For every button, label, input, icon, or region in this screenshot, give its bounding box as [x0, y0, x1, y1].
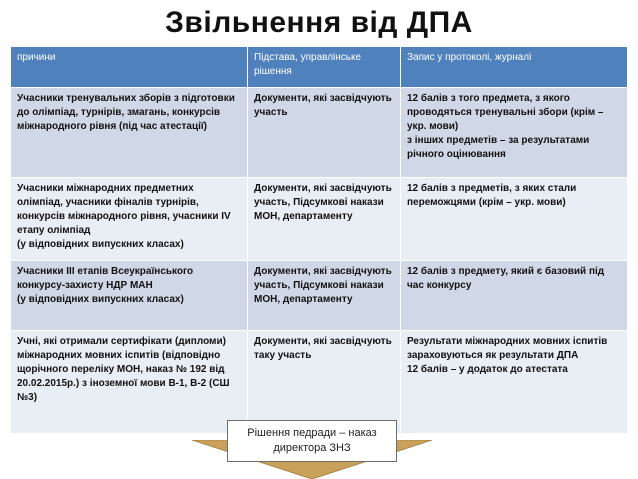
page-title: Звільнення від ДПА — [165, 6, 473, 39]
cell-basis: Документи, які засвідчують участь — [248, 88, 401, 178]
table-row — [11, 261, 628, 331]
header-basis: Підстава, управлінське рішення — [248, 47, 401, 88]
decision-callout: Рішення педради – наказ директора ЗНЗ — [227, 420, 397, 462]
cell-reason: Учасники тренувальних зборів з підготовки до олімпіад, турнірів, змагань, конкурсів міжнародного рівня (під час атестації) — [11, 88, 248, 178]
cell-basis: Документи, які засвідчують участь, Підсумкові накази МОН, департаменту — [248, 178, 401, 261]
table-row — [11, 331, 628, 434]
table-row — [11, 178, 628, 261]
cell-record: 12 балів з предмету, який є базовий під час конкурсу — [401, 261, 628, 331]
cell-reason: Учасники міжнародних предметних олімпіад, учасники фіналів турнірів, конкурсів міжнародного рівня, учасники IV етапу олімпіад (у відповідних випускних класах) — [11, 178, 248, 261]
table-row — [11, 88, 628, 178]
cell-record: 12 балів з предметів, з яких стали переможцями (крім – укр. мови) — [401, 178, 628, 261]
cell-record: 12 балів з того предмета, з якого проводяться тренувальні збори (крім – укр. мови) з інших предметів – за результатами річного оцінювання — [401, 88, 628, 178]
cell-reason: Учасники ІІІ етапів Всеукраїнського конкурсу-захисту НДР МАН (у відповідних випускних класах) — [11, 261, 248, 331]
header-reasons: причини — [11, 47, 248, 88]
cell-basis: Документи, які засвідчують участь, Підсумкові накази МОН, департаменту — [248, 261, 401, 331]
header-record: Запис у протоколі, журналі — [401, 47, 628, 88]
cell-reason: Учні, які отримали сертифікати (дипломи) міжнародних мовних іспитів (відповідно щорічного переліку МОН, наказ № 192 від 20.02.2015р.) з іноземної мови В-1, В-2 (СШ №3) — [11, 331, 248, 434]
cell-record: Результати міжнародних мовних іспитів зараховуються як результати ДПА 12 балів – у додаток до атестата — [401, 331, 628, 434]
cell-basis: Документи, які засвідчують таку участь — [248, 331, 401, 434]
table-header-row — [11, 47, 628, 88]
exemption-table — [10, 46, 628, 434]
